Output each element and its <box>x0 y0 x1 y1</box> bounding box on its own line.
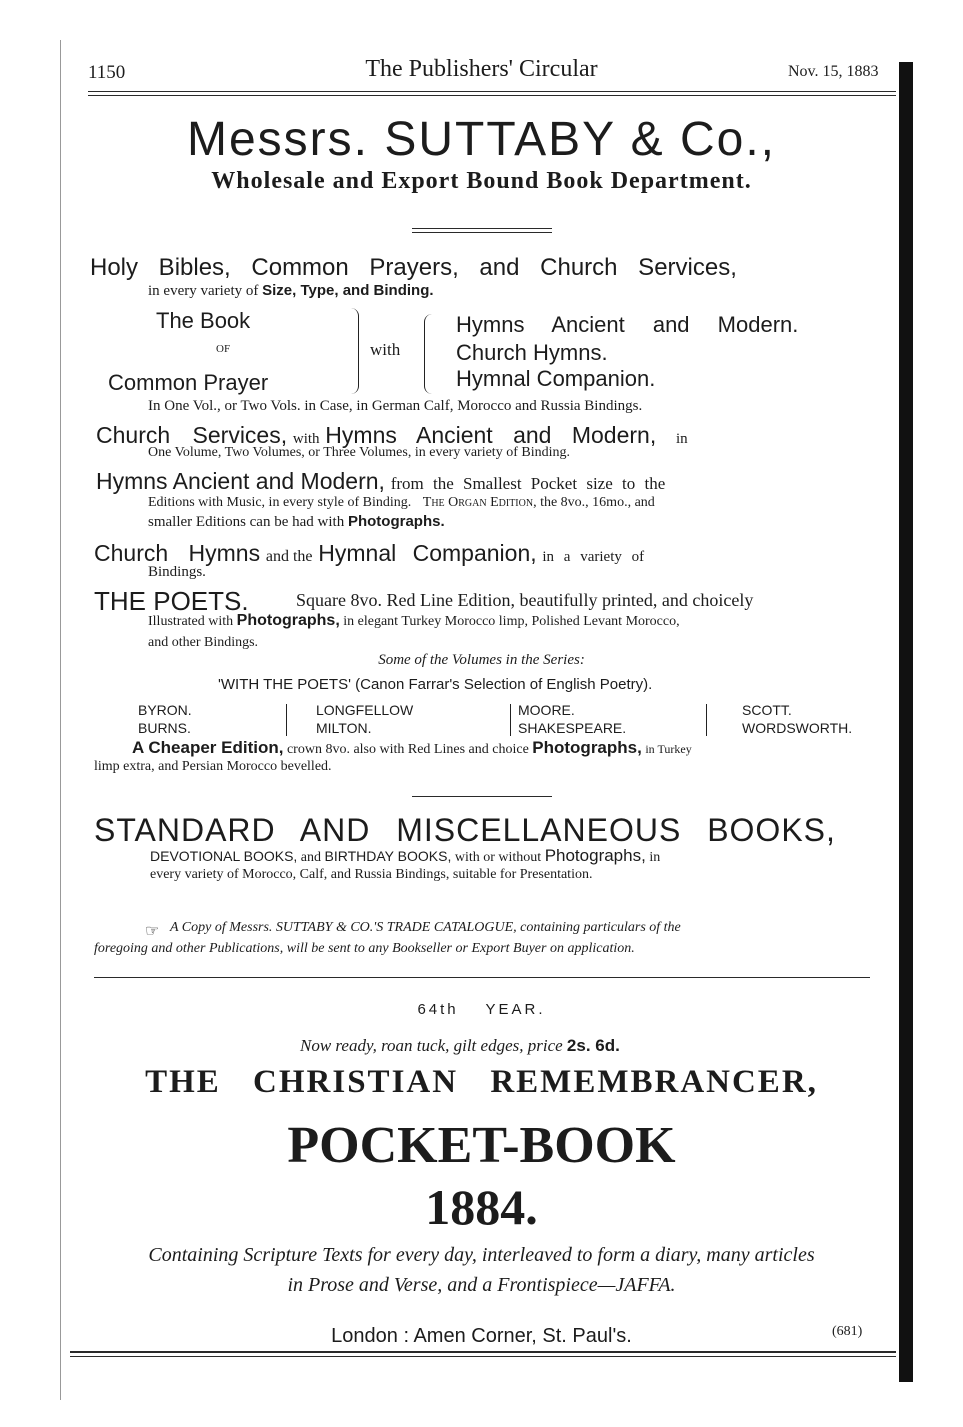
divider-long <box>94 977 870 978</box>
church-hymns-head-b: Hymnal Companion, <box>318 540 537 566</box>
church-hymns-and-the: and the <box>265 548 313 565</box>
book-left-bottom: Common Prayer <box>108 370 269 395</box>
bibles-subline-bold: Size, Type, and Binding. <box>262 282 434 299</box>
volume-col-sep-2 <box>510 704 511 736</box>
volume-shakespeare: SHAKESPEARE. <box>518 720 627 736</box>
volume-burns: BURNS. <box>138 720 191 736</box>
church-hymns-head-a: Church Hymns <box>94 540 261 566</box>
series-intro: Some of the Volumes in the Series: <box>378 652 585 668</box>
hymns-ancient-text-3-bold: Photographs. <box>347 513 445 530</box>
left-brace <box>348 308 359 394</box>
standard-heading: STANDARD AND MISCELLANEOUS BOOKS, <box>94 812 836 848</box>
church-services-head-b: Hymns Ancient and Modern, <box>325 422 657 448</box>
description-line-2: in Prose and Verse, and a Frontispiece—JAFFA. <box>287 1274 676 1296</box>
ready-text: Now ready, roan tuck, gilt edges, price <box>300 1036 563 1055</box>
volume-col-sep-3 <box>706 704 707 736</box>
cheaper-bold-2: Photographs, <box>532 738 642 757</box>
church-hymns-line <box>94 540 644 567</box>
hymns-ancient-line <box>96 468 665 495</box>
hymns-ancient-text-2b: the 8vo., 16mo., and <box>540 495 655 510</box>
church-services-tail: in <box>675 431 688 447</box>
volume-scott: SCOTT. <box>742 702 792 718</box>
price: 2s. 6d. <box>566 1036 620 1055</box>
ad-number: (681) <box>832 1324 863 1339</box>
book-left-mid: OF <box>216 343 231 355</box>
hymn-item-3: Hymnal Companion. <box>456 366 656 391</box>
poets-line-3: and other Bindings. <box>148 635 259 650</box>
bibles-subline <box>148 282 434 300</box>
bottom-rule <box>70 1351 896 1353</box>
church-services-with: with <box>292 431 320 447</box>
organ-edition: The Organ Edition, <box>422 495 537 510</box>
standard-and: and <box>300 850 322 865</box>
advertiser-name: Messrs. SUTTABY & Co., <box>187 113 776 166</box>
cheaper-tail: in Turkey <box>645 742 692 756</box>
standard-birthday: BIRTHDAY BOOKS, <box>324 848 452 864</box>
hymns-ancient-heading: Hymns Ancient and Modern, <box>96 468 385 494</box>
bottom-rule-2 <box>70 1356 896 1357</box>
with-the-poets: 'WITH THE POETS' (Canon Farrar's Selection of English Poetry). <box>218 676 653 693</box>
journal-title: The Publishers' Circular <box>365 56 598 82</box>
poets-line-1: Square 8vo. Red Line Edition, beautifully printed, and choicely <box>296 590 754 610</box>
hymns-ancient-line-2 <box>148 495 655 511</box>
connector-with: with <box>370 340 401 359</box>
hymn-item-1: Hymns Ancient and Modern. <box>456 312 799 337</box>
poets-heading: THE POETS. <box>94 586 249 616</box>
pocket-book-year: 1884. <box>425 1179 538 1235</box>
divider-short-2 <box>412 232 552 233</box>
bindings-note: In One Vol., or Two Vols. in Case, in German Calf, Morocco and Russia Bindings. <box>148 398 643 414</box>
cheaper-line-2: limp extra, and Persian Morocco bevelled. <box>94 759 332 774</box>
standard-devotional: DEVOTIONAL BOOKS, <box>150 848 298 864</box>
header-rule-2 <box>88 95 896 96</box>
year-label: 64th YEAR. <box>417 1001 546 1018</box>
department-line: Wholesale and Export Bound Book Department. <box>211 168 752 194</box>
catalogue-line-2: foregoing and other Publications, will be sent to any Bookseller or Export Buyer on application. <box>94 941 635 956</box>
description-line-1: Containing Scripture Texts for every day, interleaved to form a diary, many articles <box>148 1244 815 1266</box>
hymns-ancient-text-2a: Editions with Music, in every style of Binding. <box>148 495 412 510</box>
page-number: 1150 <box>88 62 126 83</box>
hymns-ancient-text-1: from the Smallest Pocket size to the <box>390 474 666 493</box>
divider-mid <box>412 796 552 797</box>
poets-line-2-bold: Photographs, <box>236 612 340 629</box>
issue-date: Nov. 15, 1883 <box>788 63 879 80</box>
standard-with-or-without: with or without <box>454 850 542 865</box>
hymns-ancient-line-3 <box>148 513 445 531</box>
volume-milton: MILTON. <box>316 720 372 736</box>
volume-longfellow: LONGFELLOW <box>316 702 414 718</box>
church-services-head-a: Church Services, <box>96 422 288 448</box>
book-left-top: The Book <box>156 308 251 333</box>
cheaper-text: crown 8vo. also with Red Lines and choice <box>286 742 529 757</box>
volume-byron: BYRON. <box>138 702 192 718</box>
poets-line-2b: in elegant Turkey Morocco limp, Polished Levant Morocco, <box>343 614 680 629</box>
bibles-heading: Holy Bibles, Common Prayers, and Church Services, <box>90 254 737 281</box>
standard-photographs: Photographs, <box>544 846 646 865</box>
cheaper-bold: A Cheaper Edition, <box>132 738 284 757</box>
volume-moore: MOORE. <box>518 702 575 718</box>
standard-line-1 <box>150 846 660 866</box>
pointing-hand-icon: ☞ <box>145 923 160 940</box>
hymns-ancient-text-3: smaller Editions can be had with <box>148 514 345 530</box>
church-hymns-tail: in a variety of <box>542 549 645 565</box>
church-services-note: One Volume, Two Volumes, or Three Volumes, in every variety of Binding. <box>148 445 570 460</box>
standard-line-2: every variety of Morocco, Calf, and Russia Bindings, suitable for Presentation. <box>150 867 593 882</box>
volume-col-sep-1 <box>286 704 287 736</box>
remembrancer-title: THE CHRISTIAN REMEMBRANCER, <box>145 1064 818 1100</box>
right-brace <box>424 314 435 394</box>
pocket-book-title: POCKET-BOOK <box>287 1117 676 1174</box>
divider-short <box>412 228 552 229</box>
standard-in: in <box>649 850 661 865</box>
volume-wordsworth: WORDSWORTH. <box>742 720 853 736</box>
ready-line <box>300 1036 620 1056</box>
poets-line-2a: Illustrated with <box>148 614 234 629</box>
hymn-item-2: Church Hymns. <box>456 340 608 365</box>
catalogue-line-1: A Copy of Messrs. SUTTABY & CO.'S TRADE CATALOGUE, containing particulars of the <box>170 920 681 935</box>
bibles-subline-prefix: in every variety of <box>148 283 263 299</box>
publisher-address: London : Amen Corner, St. Paul's. <box>331 1325 632 1347</box>
church-hymns-line-2: Bindings. <box>148 564 206 580</box>
header-rule <box>88 91 896 92</box>
cheaper-edition-line <box>132 738 692 758</box>
poets-line-2 <box>148 612 680 630</box>
